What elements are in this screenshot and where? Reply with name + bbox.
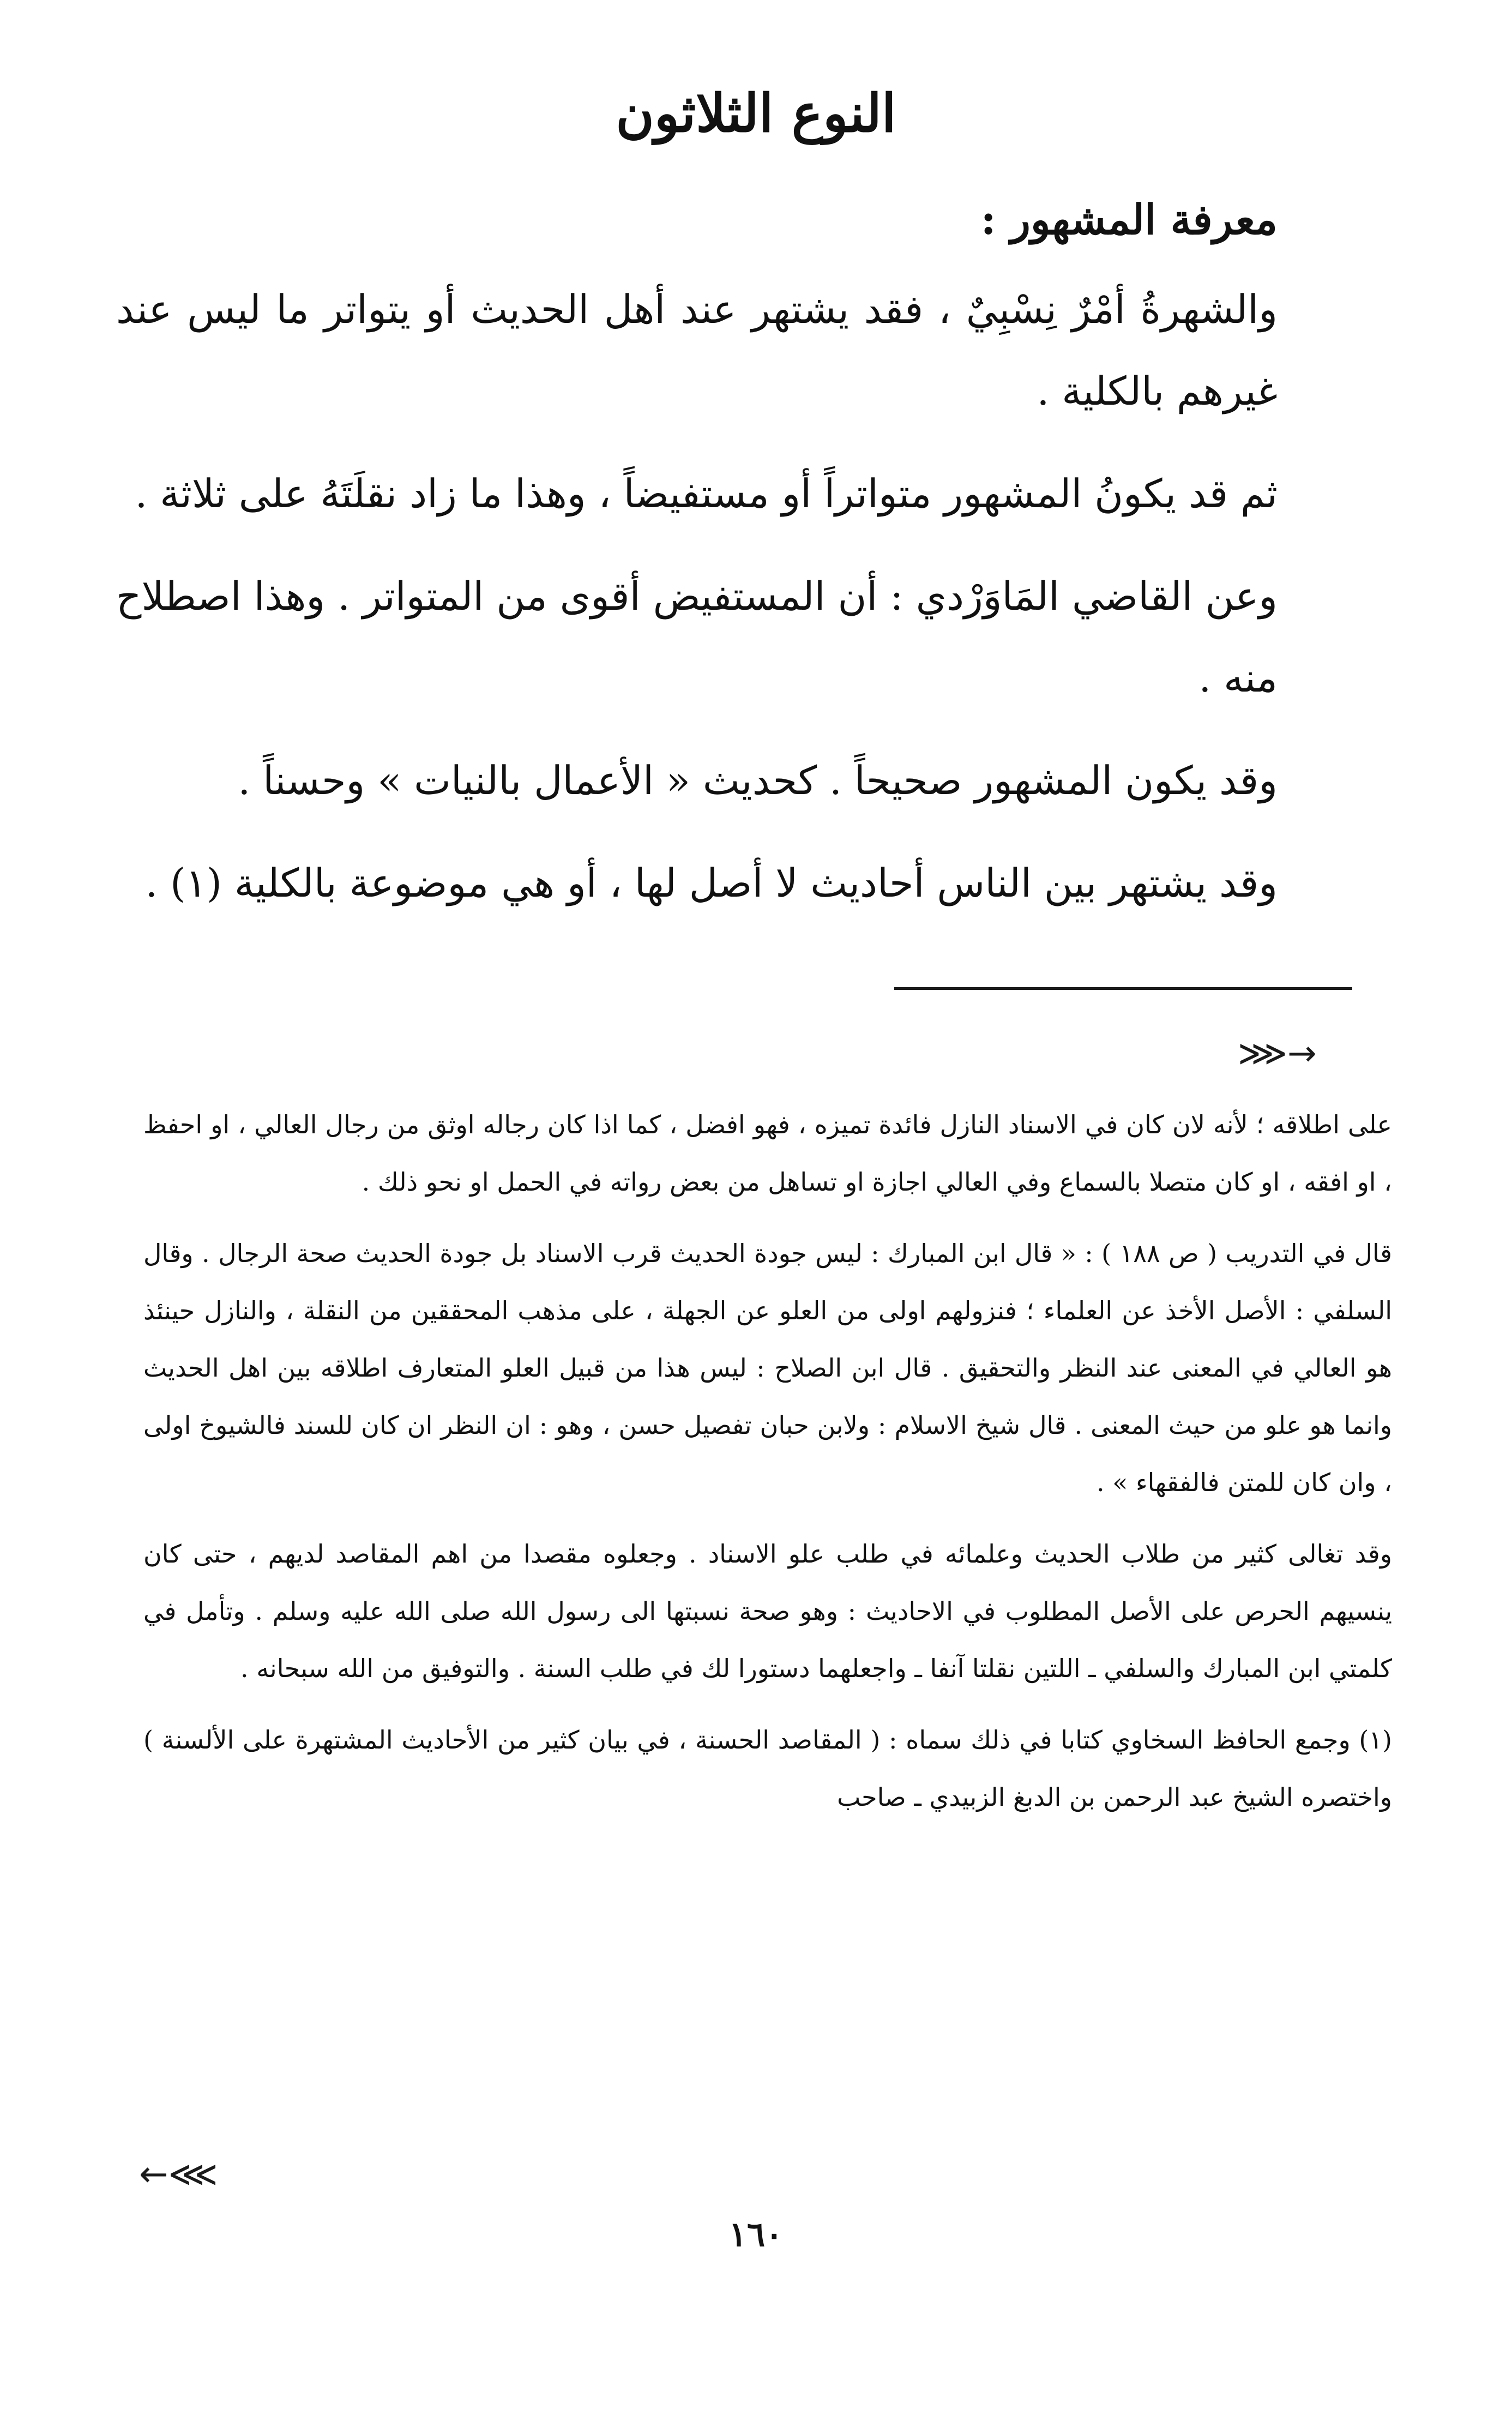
footnote-paragraph: (١) وجمع الحافظ السخاوي كتابا في ذلك سماه : ( المقاصد الحسنة ، في بيان كثير من الأحاديث المشتهرة على الألسنة ) واختصره الشيخ عبد الرحمن بن الدبغ الزبيدي ـ صاحب [143, 1725, 1392, 1812]
main-paragraph: ثم قد يكونُ المشهور متواتراً أو مستفيضاً ، وهذا ما زاد نقلَتَهُ على ثلاثة . [135, 471, 1278, 517]
main-text-block [116, 191, 1278, 945]
main-paragraph: وعن القاضي المَاوَرْدي : أن المستفيض أقوى من المتواتر . وهذا اصطلاح منه . [116, 573, 1278, 701]
footnote-divider [894, 987, 1352, 990]
footnote-paragraph: على اطلاقه ؛ لأنه لان كان في الاسناد النازل فائدة تميزه ، فهو افضل ، كما اذا كان رجاله اوثق من رجال العالي ، او احفظ ، او افقه ، او كان متصلا بالسماع وفي العالي اجازة او تساهل من بعض رواته في الحمل او نحو ذلك . [143, 1110, 1392, 1197]
footnote-paragraph: وقد تغالى كثير من طلاب الحديث وعلمائه في طلب علو الاسناد . وجعلوه مقصدا من اهم المقاصد لديهم ، حتى كان ينسيهم الحرص على الأصل المطلوب في الاحاديث : وهو صحة نسبتها الى رسول الله صلى الله عليه وسلم . وتأمل في كلمتي ابن المبارك والسلفي ـ اللتين نقلتا آنفا ـ واجعلهما دستورا لك في طلب السنة . والتوفيق من الله سبحانه . [143, 1539, 1392, 1683]
footnotes-block [143, 1096, 1392, 1840]
main-paragraph: وقد يكون المشهور صحيحاً . كحديث « الأعمال بالنيات » وحسناً . [238, 758, 1278, 804]
page-number: ١٦٠ [728, 2214, 784, 2254]
footnote-paragraph: قال في التدريب ( ص ١٨٨ ) : « قال ابن المبارك : ليس جودة الحديث قرب الاسناد بل جودة الحديث صحة الرجال . وقال السلفي : الأصل الأخذ عن العلماء ؛ فنزولهم اولى من العلو عن الجهلة ، على مذهب المحققين من النقلة ، والنازل حينئذ هو العالي في المعنى عند النظر والتحقيق . قال ابن الصلاح : ليس هذا من قبيل العلو المتعارف اطلاقه بين اهل الحديث وانما هو علو من حيث المعنى . قال شيخ الاسلام : ولابن حبان تفصيل حسن ، وهو : ان النظر ان كان للسند فالشيوخ اولى ، وان كان للمتن فالفقهاء » . [143, 1239, 1393, 1497]
main-paragraph: والشهرةُ أمْرٌ نِسْبِيٌ ، فقد يشتهر عند أهل الحديث أو يتواتر ما ليس عند غيرهم بالكلية . [116, 286, 1278, 414]
continued-arrow-icon: ←⋘ [139, 2154, 218, 2195]
chapter-title: النوع الثلاثون [616, 82, 896, 144]
continuation-arrow-icon: ⋙→ [1238, 1034, 1317, 1074]
section-heading: معرفة المشهور : [980, 195, 1278, 244]
main-paragraph: وقد يشتهر بين الناس أحاديث لا أصل لها ، أو هي موضوعة بالكلية (١) . [145, 860, 1278, 906]
